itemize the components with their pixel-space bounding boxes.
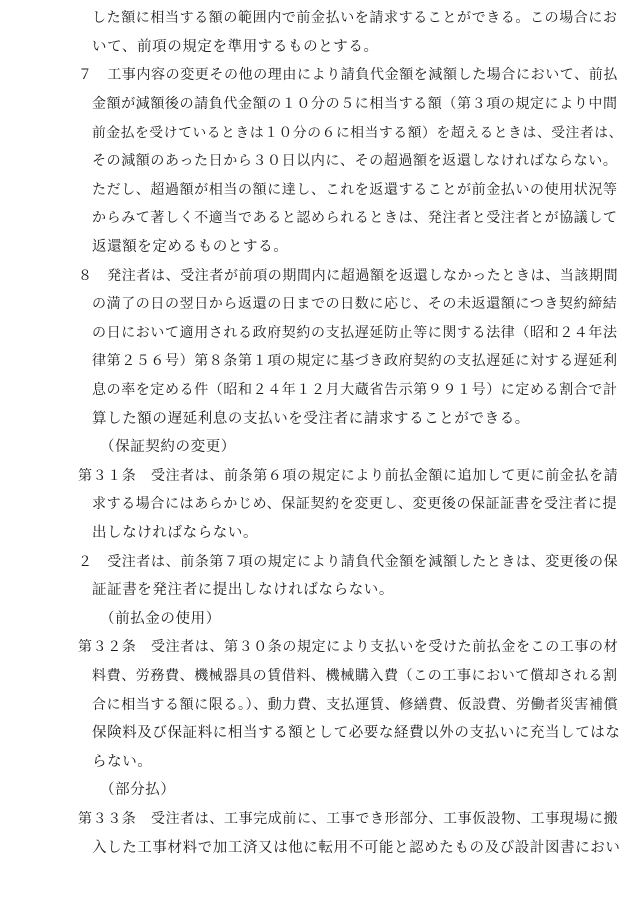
body-line: 算した額の遅延利息の支払いを受注者に請求することができる。 [92, 411, 530, 427]
section-caption-guarantee-change: （保証契約の変更） [100, 439, 236, 455]
body-line: からみて著しく不適当であると認められるときは、発注者と受注者とが協議して [92, 210, 618, 226]
body-line: らない。 [92, 754, 153, 770]
section-caption-advance-use: （前払金の使用） [100, 611, 221, 627]
article-32-heading-line: 第３２条 受注者は、第３０条の規定により支払いを受けた前払金をこの工事の材 [78, 639, 619, 655]
body-line: 前金払を受けているときは１０分の６に相当する額）を超えるときは、受注者は、 [92, 125, 623, 141]
body-line: その減額のあった日から３０日以内に、その超過額を返還しなければならない。 [92, 153, 618, 169]
article-33-heading-line: 第３３条 受注者は、工事完成前に、工事でき形部分、工事仮設物、工事現場に搬 [78, 811, 619, 827]
clause-8-heading-line: ８ 発注者は、受注者が前項の期間内に超過額を返還しなかったときは、当該期間 [78, 268, 619, 284]
section-caption-partial-payment: （部分払） [100, 782, 176, 798]
body-line: ただし、超過額が相当の額に達し、これを返還することが前金払いの使用状況等 [92, 182, 618, 198]
body-line: 料費、労務費、機械器具の賃借料、機械購入費（この工事において償却される割 [92, 668, 618, 684]
body-line: 保険料及び保証料に相当する額として必要な経費以外の支払いに充当してはな [92, 725, 621, 741]
clause-7-heading-line: ７ 工事内容の変更その他の理由により請負代金額を減額した場合において、前払 [78, 67, 618, 83]
body-line: 入した工事材料で加工済又は他に転用不可能と認めたもの及び設計図書におい [92, 840, 621, 856]
body-line: 合に相当する額に限る。）、動力費、支払運賃、修繕費、仮設費、労働者災害補償 [92, 697, 619, 713]
body-line: いて、前項の規定を準用するものとする。 [92, 39, 379, 55]
body-line: 息の率を定める件（昭和２４年１２月大蔵省告示第９９１号）に定める割合で計 [92, 382, 618, 398]
article-31-heading-line: 第３１条 受注者は、前条第６項の規定により前払金額に追加して更に前金払を請 [78, 468, 619, 484]
body-line: の日において適用される政府契約の支払遅延防止等に関する法律（昭和２４年法 [92, 325, 618, 341]
body-line: 返還額を定めるものとする。 [92, 239, 289, 255]
body-line: 証証書を発注者に提出しなければならない。 [92, 582, 394, 598]
body-line: した額に相当する額の範囲内で前金払いを請求することができる。この場合にお [92, 10, 618, 26]
body-line: 出しなければならない。 [92, 525, 259, 541]
clause-2-heading-line: ２ 受注者は、前条第７項の規定により請負代金額を減額したときは、変更後の保 [78, 554, 619, 570]
body-line: 律第２５６号）第８条第１項の規定に基づき政府契約の支払遅延に対する遅延利 [92, 353, 618, 369]
body-line: 求する場合にはあらかじめ、保証契約を変更し、変更後の保証証書を受注者に提 [92, 496, 618, 512]
body-line: の満了の日の翌日から返還の日までの日数に応じ、その未返還額につき契約締結 [92, 296, 618, 312]
body-line: 金額が減額後の請負代金額の１０分の５に相当する額（第３項の規定により中間 [92, 96, 618, 112]
